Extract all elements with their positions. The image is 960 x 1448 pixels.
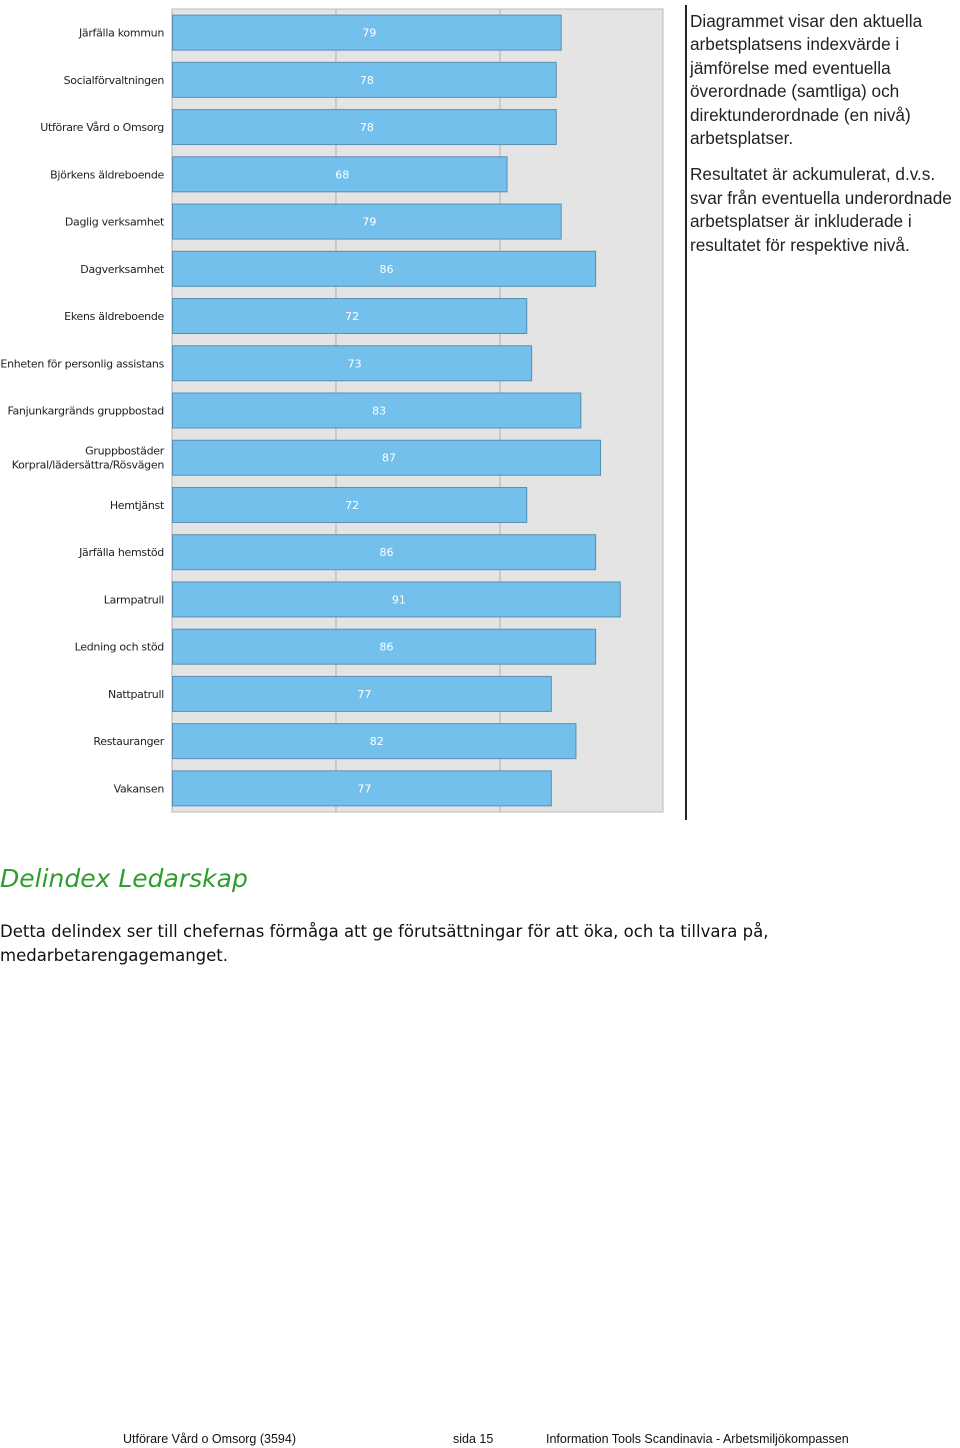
bar-value-label-5: 86 bbox=[379, 262, 394, 276]
page-footer bbox=[0, 1430, 960, 1448]
divider-line bbox=[685, 5, 687, 820]
bar-value-label-12: 91 bbox=[391, 593, 406, 607]
category-label-13: Ledning och stöd bbox=[74, 640, 164, 654]
bar-value-label-1: 78 bbox=[359, 73, 374, 87]
section-body: Detta delindex ser till chefernas förmåga att ge förutsättningar för att öka, och ta tillvara på, medarbetarengagemanget. bbox=[0, 922, 769, 965]
category-label-7: Enheten för personlig assistans bbox=[0, 357, 164, 371]
bar-value-label-8: 83 bbox=[372, 404, 387, 418]
category-label-11: Järfälla hemstöd bbox=[79, 546, 164, 560]
bar-value-label-6: 72 bbox=[345, 310, 360, 324]
category-label-0: Järfälla kommun bbox=[78, 26, 164, 40]
bar-value-label-9: 87 bbox=[382, 451, 397, 465]
category-label-2: Utförare Vård o Omsorg bbox=[40, 121, 164, 135]
category-label-16: Vakansen bbox=[113, 782, 164, 796]
category-label-8: Fanjunkargränds gruppbostad bbox=[7, 404, 164, 418]
category-label-5: Dagverksamhet bbox=[80, 262, 164, 276]
bar-value-label-10: 72 bbox=[345, 498, 360, 512]
section-heading: Delindex Ledarskap bbox=[0, 864, 248, 893]
bar-chart bbox=[0, 0, 670, 830]
bar-value-label-14: 77 bbox=[357, 687, 372, 701]
category-label-9-0: Gruppbostäder bbox=[85, 444, 164, 458]
category-label-6: Ekens äldreboende bbox=[64, 310, 164, 324]
bar-value-label-16: 77 bbox=[357, 782, 372, 796]
category-label-1: Socialförvaltningen bbox=[63, 73, 164, 87]
bar-value-label-2: 78 bbox=[359, 121, 374, 135]
category-label-14: Nattpatrull bbox=[108, 687, 164, 701]
footer-workplace: Utförare Vård o Omsorg (3594) bbox=[123, 1432, 296, 1446]
category-label-10: Hemtjänst bbox=[109, 498, 164, 512]
bar-value-label-4: 79 bbox=[362, 215, 377, 229]
bar-value-label-11: 86 bbox=[379, 546, 394, 560]
bar-value-label-0: 79 bbox=[362, 26, 377, 40]
category-label-15: Restauranger bbox=[93, 735, 164, 749]
bar-value-label-7: 73 bbox=[347, 357, 362, 371]
bar-value-label-3: 68 bbox=[335, 168, 350, 182]
chart-description bbox=[690, 10, 958, 270]
category-label-12: Larmpatrull bbox=[103, 593, 164, 607]
category-label-9-1: Korpral/lädersättra/Rösvägen bbox=[11, 458, 164, 472]
description-paragraph-1: Diagrammet visar den aktuella arbetsplatsens indexvärde i jämförelse med eventuella överordnade (samtliga) och direktunderordnade (en nivå) arbetsplatser. bbox=[690, 11, 923, 149]
category-label-4: Daglig verksamhet bbox=[64, 215, 164, 229]
description-paragraph-2: Resultatet är ackumulerat, d.v.s. svar från eventuella underordnade arbetsplatser är inkluderade i resultatet för respektive nivå. bbox=[690, 164, 952, 255]
footer-page-number: sida 15 bbox=[453, 1432, 494, 1446]
footer-company: Information Tools Scandinavia - Arbetsmiljökompassen bbox=[546, 1432, 849, 1446]
bar-value-label-15: 82 bbox=[369, 735, 384, 749]
category-label-3: Björkens äldreboende bbox=[50, 168, 164, 182]
bar-value-label-13: 86 bbox=[379, 640, 394, 654]
